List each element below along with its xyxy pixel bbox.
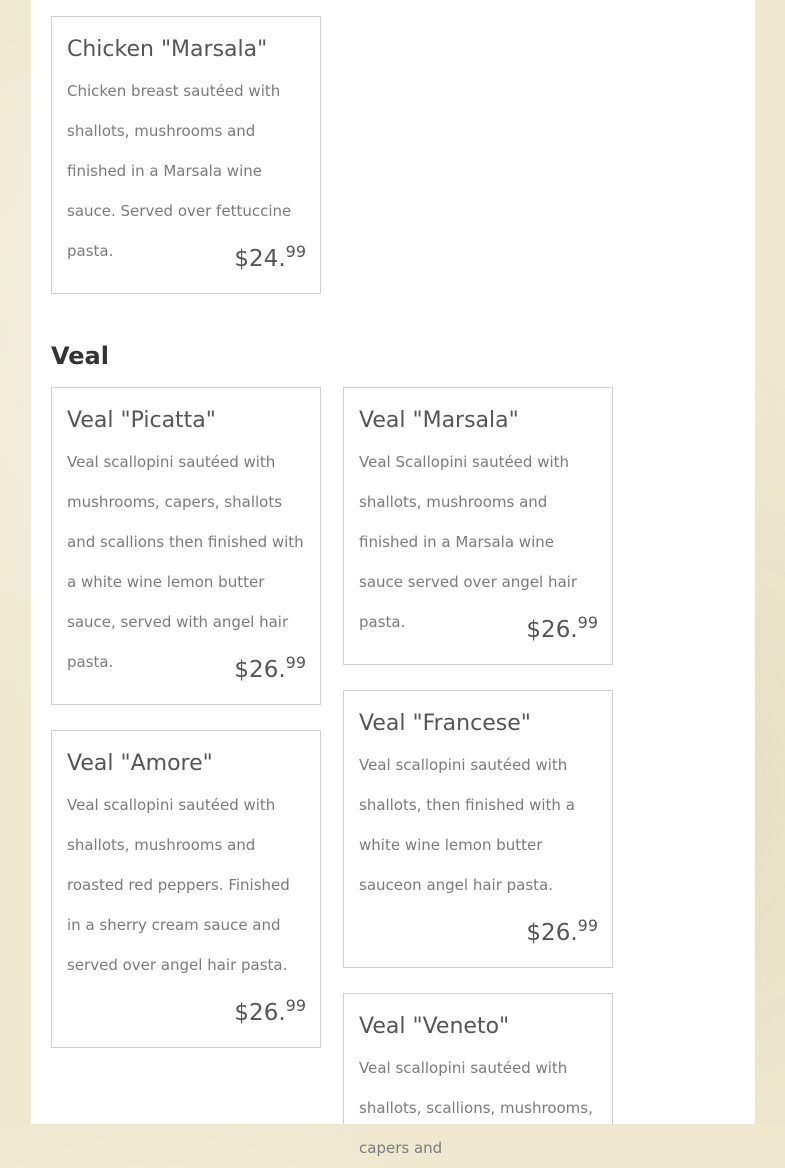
menu-item-name: Veal "Marsala" — [359, 408, 519, 433]
menu-item-description: Veal scallopini sautéed with shallots, scallions, mushrooms, capers and — [359, 1059, 593, 1157]
price-dollars: $26. — [526, 617, 578, 643]
price-dollars: $26. — [234, 1000, 286, 1026]
menu-item-veal-amore[interactable] — [51, 730, 321, 1048]
menu-item-price — [234, 655, 306, 685]
price-cents: 99 — [285, 653, 306, 672]
price-cents: 99 — [285, 996, 306, 1015]
menu-item-name: Veal "Picatta" — [67, 408, 216, 433]
menu-item-veal-marsala[interactable] — [343, 387, 613, 665]
menu-item-name: Chicken "Marsala" — [67, 37, 268, 62]
section-title-veal: Veal — [51, 342, 109, 370]
menu-item-description: Veal Scallopini sautéed with shallots, mushrooms and finished in a Marsala wine sauce served over angel hair pasta. — [359, 453, 577, 631]
menu-item-chicken-marsala[interactable] — [51, 16, 321, 294]
menu-item-price — [526, 918, 598, 948]
price-dollars: $26. — [526, 920, 578, 946]
menu-item-description: Veal scallopini sautéed with mushrooms, capers, shallots and scallions then finished with a white wine lemon butter sauce, served with angel hair pasta. — [67, 453, 304, 671]
menu-page — [31, 0, 755, 1157]
menu-item-name: Veal "Veneto" — [359, 1014, 510, 1039]
menu-item-price — [234, 998, 306, 1028]
menu-item-description: Veal scallopini sautéed with shallots, then finished with a white wine lemon butter sauceon angel hair pasta. — [359, 756, 575, 894]
menu-item-veal-veneto[interactable] — [343, 993, 613, 1157]
price-dollars: $26. — [234, 657, 286, 683]
price-cents: 99 — [577, 916, 598, 935]
menu-item-veal-francese[interactable] — [343, 690, 613, 968]
menu-item-description: Veal scallopini sautéed with shallots, mushrooms and roasted red peppers. Finished in a sherry cream sauce and served over angel hair pasta. — [67, 796, 290, 974]
price-cents: 99 — [285, 242, 306, 261]
menu-item-price — [526, 615, 598, 645]
price-dollars: $24. — [234, 246, 286, 272]
menu-item-veal-picatta[interactable] — [51, 387, 321, 705]
menu-item-description: Chicken breast sautéed with shallots, mushrooms and finished in a Marsala wine sauce. Served over fettuccine pasta. — [67, 82, 292, 260]
menu-item-name: Veal "Amore" — [67, 751, 213, 776]
menu-item-price — [234, 244, 306, 274]
menu-item-name: Veal "Francese" — [359, 711, 531, 736]
price-cents: 99 — [577, 613, 598, 632]
